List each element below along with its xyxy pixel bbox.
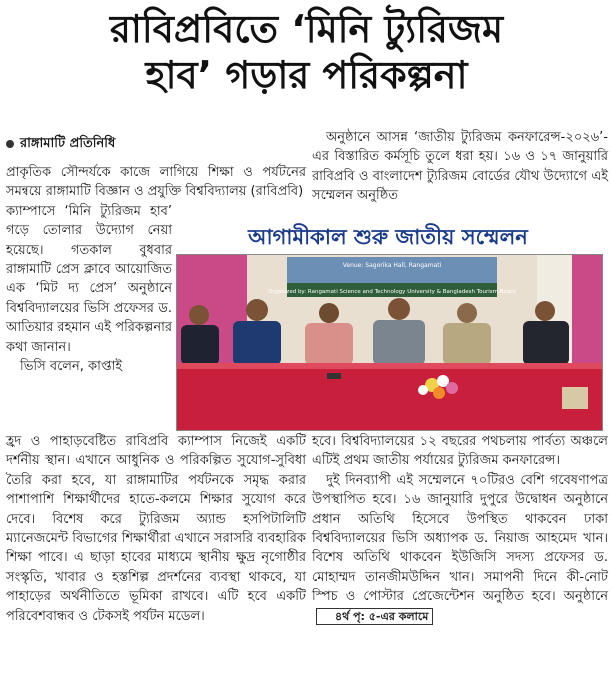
headline-line-1: রাবিপ্রবিতে ‘মিনি ট্যুরিজম (109, 7, 504, 51)
photo-illustration (177, 255, 602, 430)
headline (0, 6, 613, 98)
paragraph-intro-continued: ক্যাম্পাসে ‘মিনি ট্যুরিজম হাব’ গড়ে তোলার উদ্যোগ নেয়া হয়েছে। গতকাল বুধবার রাঙ্গামাটি প্রেস ক্লাবে আয়োজিত এক ‘মিট দ্য প্রেস’ অনুষ্ঠানে বিশ্ববিদ্যালয়ের ভিসি প্রফেসর ড. আতিয়ার রহমান এই পরিকল্পনার কথা জানান। (6, 203, 172, 355)
gift-box (562, 387, 588, 409)
banner-venue-text: Venue: Sagorika Hall, Rangamati (342, 262, 442, 269)
banner-organizer-text: Organized by: Rangamati Science and Technology University & Bangladesh Tourism Board (268, 289, 516, 295)
paragraph-conference-intro: অনুষ্ঠানে আসন্ন ‘জাতীয় ট্যুরিজম কনফারেন্স-২০২৬’-এর বিস্তারিত কর্মসূচি তুলে ধরা হয়। ১৬ ও ১৭ জানুয়ারি রাবিপ্রবি ও বাংলাদেশ ট্যুরিজম বোর্ডের যৌথ উদ্যোগে এই সম্মেলন অনুষ্ঠিত (312, 130, 608, 204)
paragraph-first-conference: হবে। বিশ্ববিদ্যালয়ের ১২ বছরের পথচলায় পার্বত্য অঞ্চলে এটিই প্রথম জাতীয় পর্যায়ের ট্যুরিজম কনফারেন্স। (312, 434, 608, 469)
paragraph-vc-quote: হ্রদ ও পাহাড়বেষ্টিত রাবিপ্রবি ক্যাম্পাস নিজেই একটি দর্শনীয় স্থান। এখানে আধুনিক ও পরিকল্পিত সুযোগ-সুবিধা তৈরি করা হবে, যা রাঙ্গামাটির পর্যটনকে সমৃদ্ধ করার পাশাপাশি শিক্ষার্থীদের হাতে-কলমে শিক্ষার সুযোগ করে দেবে। বিশেষ করে ট্যুরিজম অ্যান্ড হসপিটালিটি ম্যানেজমেন্ট বিভাগের শিক্ষার্থীরা এখানে সরাসরি ব্যবহারিক শিক্ষা পাবে। এ ছাড়া হাবের মাধ্যমে স্থানীয় ক্ষুদ্র নৃগোষ্ঠীর সংস্কৃতি, খাবার ও হস্তশিল্প প্রদর্শনের ব্যবস্থা থাকবে, যা পাহাড়ের অর্থনীতিতে ভূমিকা রাখবে। এটি হবে একটি পরিবেশবান্ধব ও টেকসই পর্যটন মডেল। (6, 434, 306, 624)
subheadline: আগামীকাল শুরু জাতীয় সম্মেলন (248, 225, 528, 249)
right-column-bottom (312, 432, 608, 626)
byline: রাঙ্গামাটি প্রতিনিধি (6, 134, 306, 155)
continued-reference: ৪র্থ পৃ: ৫-এর কলামে (316, 608, 433, 625)
headline-line-2: হাব’ গড়ার পরিকল্পনা (145, 53, 468, 97)
press-conference-photo (176, 254, 603, 431)
paragraph-intro: প্রাকৃতিক সৌন্দর্যকে কাজে লাগিয়ে শিক্ষা ও পর্যটনের সমন্বয়ে রাঙ্গামাটি বিজ্ঞান ও প্রযুক্তি বিশ্ববিদ্যালয় (রাবিপ্রবি) (6, 165, 306, 200)
phone-on-table (327, 373, 341, 379)
right-column-top (312, 128, 608, 206)
paragraph-conference-details: দুই দিনব্যাপী এই সম্মেলনে ৭০টিরও বেশি গবেষণাপত্র উপস্থাপিত হবে। ১৬ জানুয়ারি দুপুরে উদ্বোধন অনুষ্ঠানে প্রধান অতিথি হিসেবে উপস্থিত থাকবেন ঢাকা বিশ্ববিদ্যালয়ের ভিসি অধ্যাপক ড. নিয়াজ আহমেদ খান। বিশেষ অতিথি থাকবেন ইউজিসি সদস্য প্রফেসর ড. মোহাম্মদ তানজীমউদ্দিন খান। সমাপনী দিনে কী-নোট স্পিচ ও পোস্টার প্রেজেন্টেশন অনুষ্ঠিত হবে। অনুষ্ঠানে৪র্থ পৃ: ৫-এর কলামে (312, 472, 608, 623)
bullet-icon (6, 140, 14, 148)
paragraph-vc-quote-start: ভিসি বলেন, কাপ্তাই (20, 359, 123, 375)
left-column-continued (6, 432, 306, 626)
